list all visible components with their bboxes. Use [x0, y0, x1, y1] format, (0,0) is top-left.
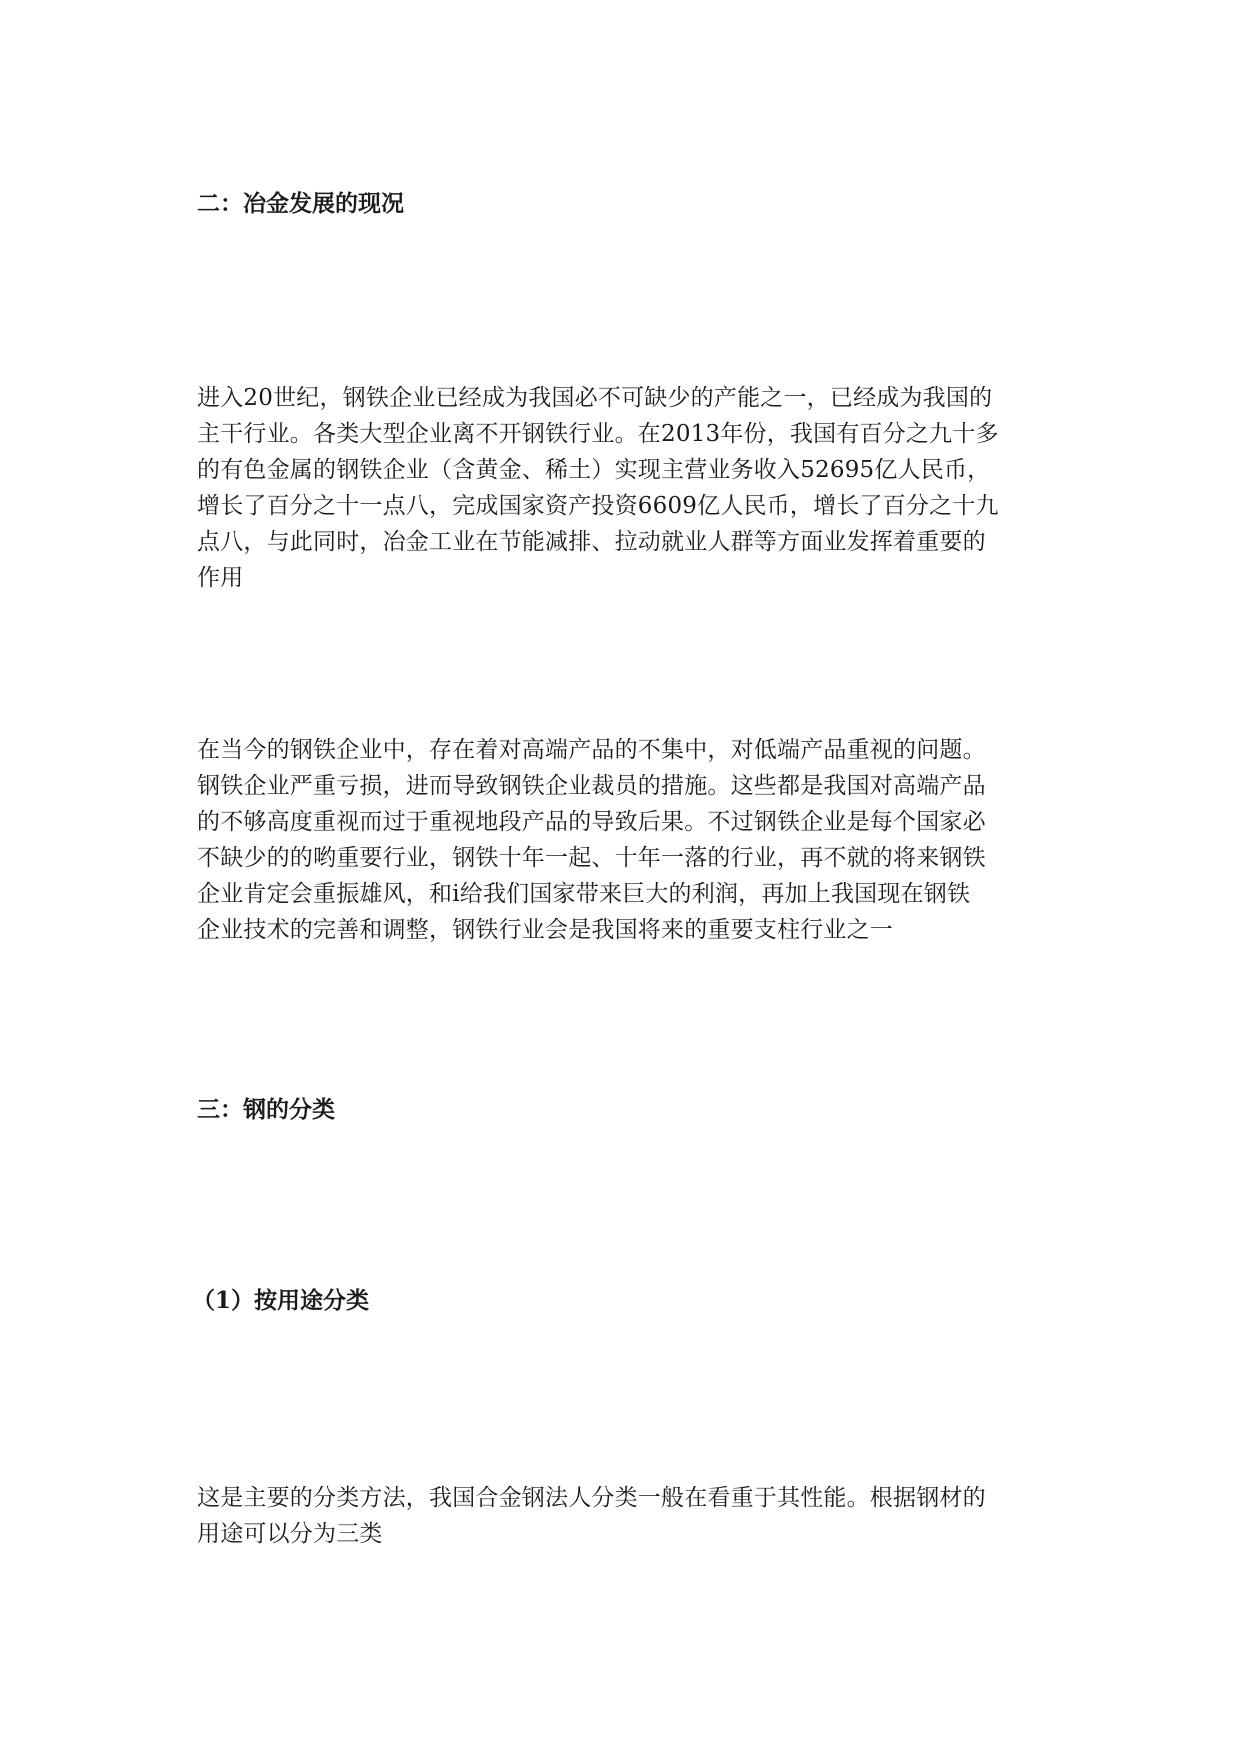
paragraph-classification-method [197, 1480, 1057, 1552]
paragraph-line: 用途可以分为三类 [197, 1521, 383, 1547]
paragraph-line: 企业肯定会重振雄风，和i给我们国家带来巨大的利润，再加上我国现在钢铁 [197, 881, 971, 907]
paragraph-line: 点八，与此同时，冶金工业在节能减排、拉动就业人群等方面业发挥着重要的 [197, 529, 986, 555]
paragraph-line: 不缺少的的哟重要行业，钢铁十年一起、十年一落的行业，再不就的将来钢铁 [197, 845, 986, 871]
paragraph-steel-industry-overview [197, 380, 1057, 596]
subsection-heading-by-usage: （1）按用途分类 [192, 1287, 370, 1314]
paragraph-line: 的有色金属的钢铁企业（含黄金、稀土）实现主营业务收入52695亿人民币， [197, 457, 991, 483]
paragraph-line: 的不够高度重视而过于重视地段产品的导致后果。不过钢铁企业是每个国家必 [197, 809, 986, 835]
section-heading-metallurgy-status: 二：冶金发展的现况 [197, 190, 404, 217]
section-heading-steel-classification: 三：钢的分类 [197, 1096, 335, 1123]
paragraph-line: 进入20世纪，钢铁企业已经成为我国必不可缺少的产能之一，已经成为我国的 [197, 385, 993, 411]
paragraph-line: 企业技术的完善和调整，钢铁行业会是我国将来的重要支柱行业之一 [197, 917, 893, 943]
paragraph-line: 主干行业。各类大型企业离不开钢铁行业。在2013年份，我国有百分之九十多 [197, 421, 999, 447]
paragraph-line: 钢铁企业严重亏损，进而导致钢铁企业裁员的措施。这些都是我国对高端产品 [197, 773, 986, 799]
paragraph-line: 增长了百分之十一点八，完成国家资产投资6609亿人民币，增长了百分之十九 [197, 493, 999, 519]
paragraph-steel-industry-problems [197, 732, 1057, 948]
paragraph-line: 在当今的钢铁企业中，存在着对高端产品的不集中，对低端产品重视的问题。 [197, 737, 986, 763]
paragraph-line: 这是主要的分类方法，我国合金钢法人分类一般在看重于其性能。根据钢材的 [197, 1485, 986, 1511]
paragraph-line: 作用 [197, 565, 244, 591]
